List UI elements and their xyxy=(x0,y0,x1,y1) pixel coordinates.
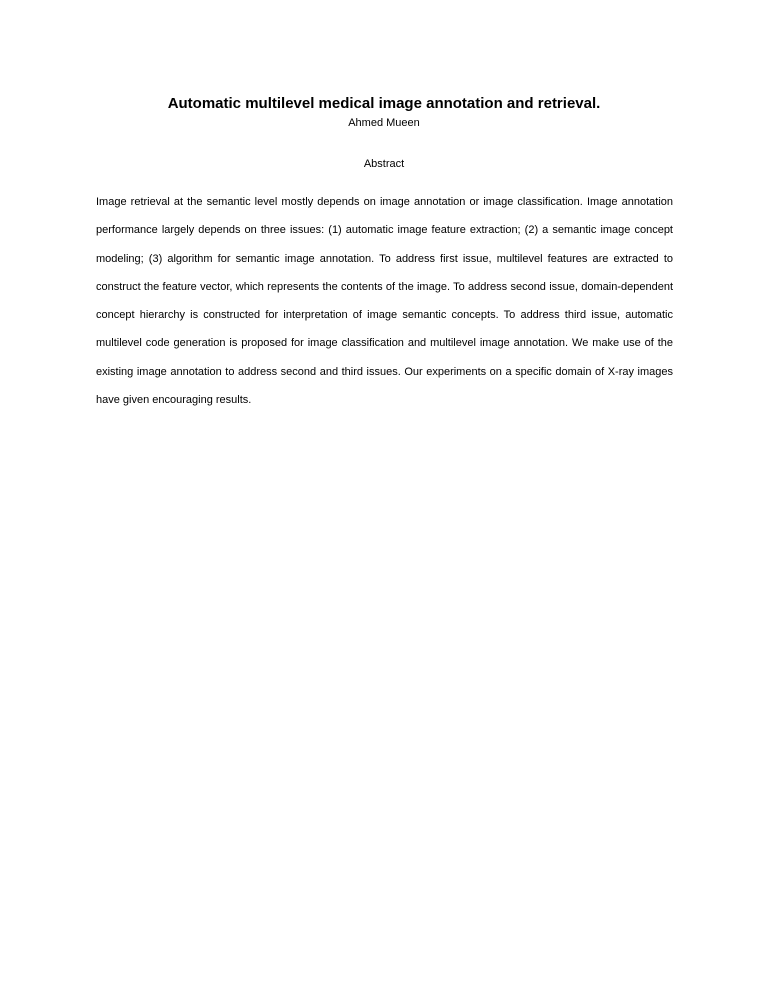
paper-title: Automatic multilevel medical image annotation and retrieval. xyxy=(167,95,601,112)
abstract-body: Image retrieval at the semantic level mostly depends on image annotation or image classification. Image annotation performance largely depends on three issues: (1) automatic image feature extraction; (2) a semantic image concept modeling; (3) algorithm for semantic image annotation. To address first issue, multilevel features are extracted to construct the feature vector, which represents the contents of the image. To address second issue, domain-dependent concept hierarchy is constructed for interpretation of image semantic concepts. To address third issue, automatic multilevel code generation is proposed for image classification and multilevel image annotation. We make use of the existing image annotation to address second and third issues. Our experiments on a specific domain of X-ray images have given encouraging results. xyxy=(96,196,673,407)
author-name: Ahmed Mueen xyxy=(348,117,420,129)
abstract-heading: Abstract xyxy=(363,158,405,170)
